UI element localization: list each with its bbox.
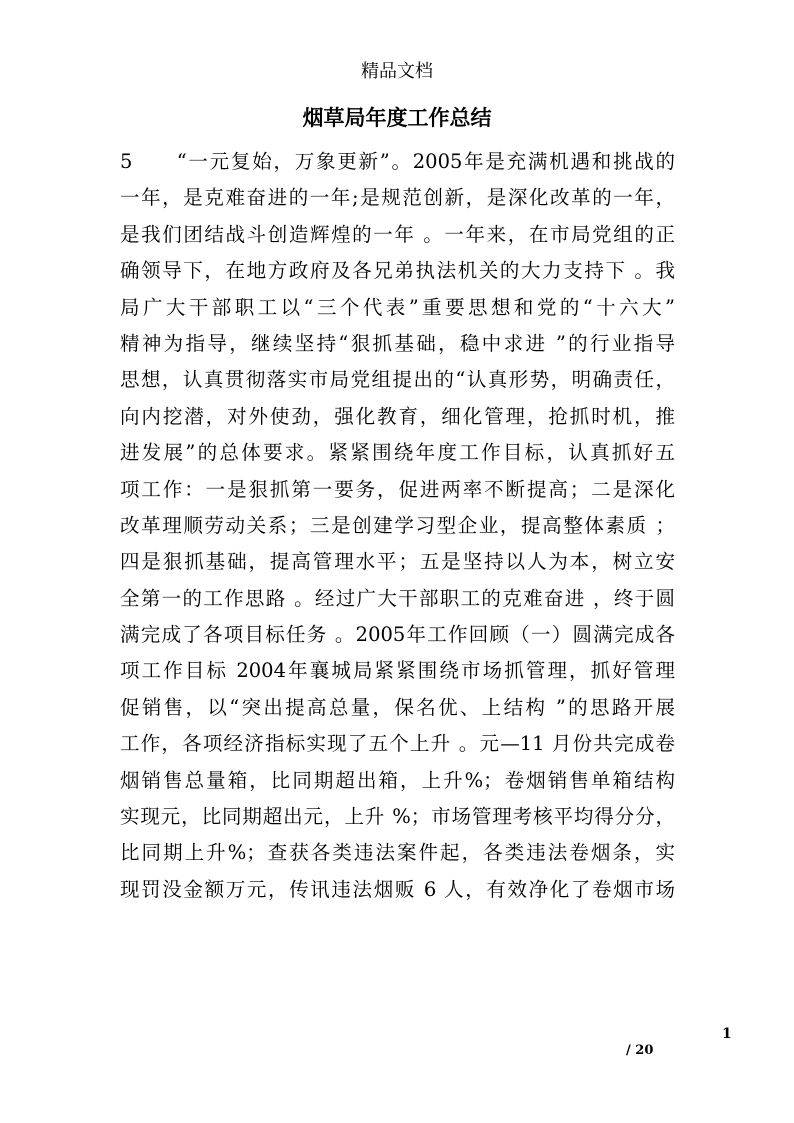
body-line: 满完成了各项目标任务 。2005年工作回顾（一）圆满完成各: [120, 623, 675, 647]
page-number: 1: [722, 1026, 732, 1042]
body-line: 比同期上升%；查获各类违法案件起，各类违法卷烟条，实: [120, 841, 675, 865]
body-line: 改革理顺劳动关系；三是创建学习型企业，提高整体素质 ；: [120, 513, 675, 537]
body-line: 促销售，以“突出提高总量，保名优、上结构 ”的思路开展: [120, 695, 675, 719]
body-line: 全第一的工作思路 。经过广大干部职工的克难奋进 ，终于圆: [120, 586, 675, 610]
body-line: 工作，各项经济指标实现了五个上升 。元—11 月份共完成卷: [120, 732, 675, 756]
body-line: 一年，是克难奋进的一年;是规范创新，是深化改革的一年，: [120, 186, 675, 210]
document-title: 烟草局年度工作总结: [302, 105, 492, 130]
body-line: 进发展”的总体要求。紧紧围绕年度工作目标，认真抓好五: [120, 441, 675, 465]
body-line: 5 “一元复始，万象更新”。2005年是充满机遇和挑战的: [120, 150, 675, 173]
body-line: 项工作：一是狠抓第一要务，促进两率不断提高；二是深化: [120, 477, 675, 501]
body-line: 实现元，比同期超出元，上升 %；市场管理考核平均得分分，: [120, 805, 675, 829]
document-body: [120, 144, 675, 908]
page-total: / 20: [626, 1043, 654, 1058]
body-line: 烟销售总量箱，比同期超出箱，上升%；卷烟销售单箱结构: [120, 768, 675, 792]
body-line: 思想，认真贯彻落实市局党组提出的“认真形势，明确责任，: [120, 368, 675, 392]
body-line: 确领导下，在地方政府及各兄弟执法机关的大力支持下 。我: [120, 259, 675, 283]
body-line: 四是狠抓基础，提高管理水平；五是坚持以人为本，树立安: [120, 550, 675, 574]
body-line: 项工作目标 2004年襄城局紧紧围绕市场抓管理，抓好管理: [120, 659, 675, 683]
body-line: 局广大干部职工以“三个代表”重要思想和党的“十六大”: [120, 295, 675, 319]
page-header: 精品文档: [361, 61, 433, 82]
body-line: 向内挖潜，对外使劲，强化教育，细化管理，抢抓时机，推: [120, 404, 675, 428]
body-line: 现罚没金额万元，传讯违法烟贩 6 人，有效净化了卷烟市场: [120, 877, 675, 901]
body-line: 精神为指导，继续坚持“狠抓基础，稳中求进 ”的行业指导: [120, 331, 675, 355]
body-line: 是我们团结战斗创造辉煌的一年 。一年来，在市局党组的正: [120, 222, 675, 246]
